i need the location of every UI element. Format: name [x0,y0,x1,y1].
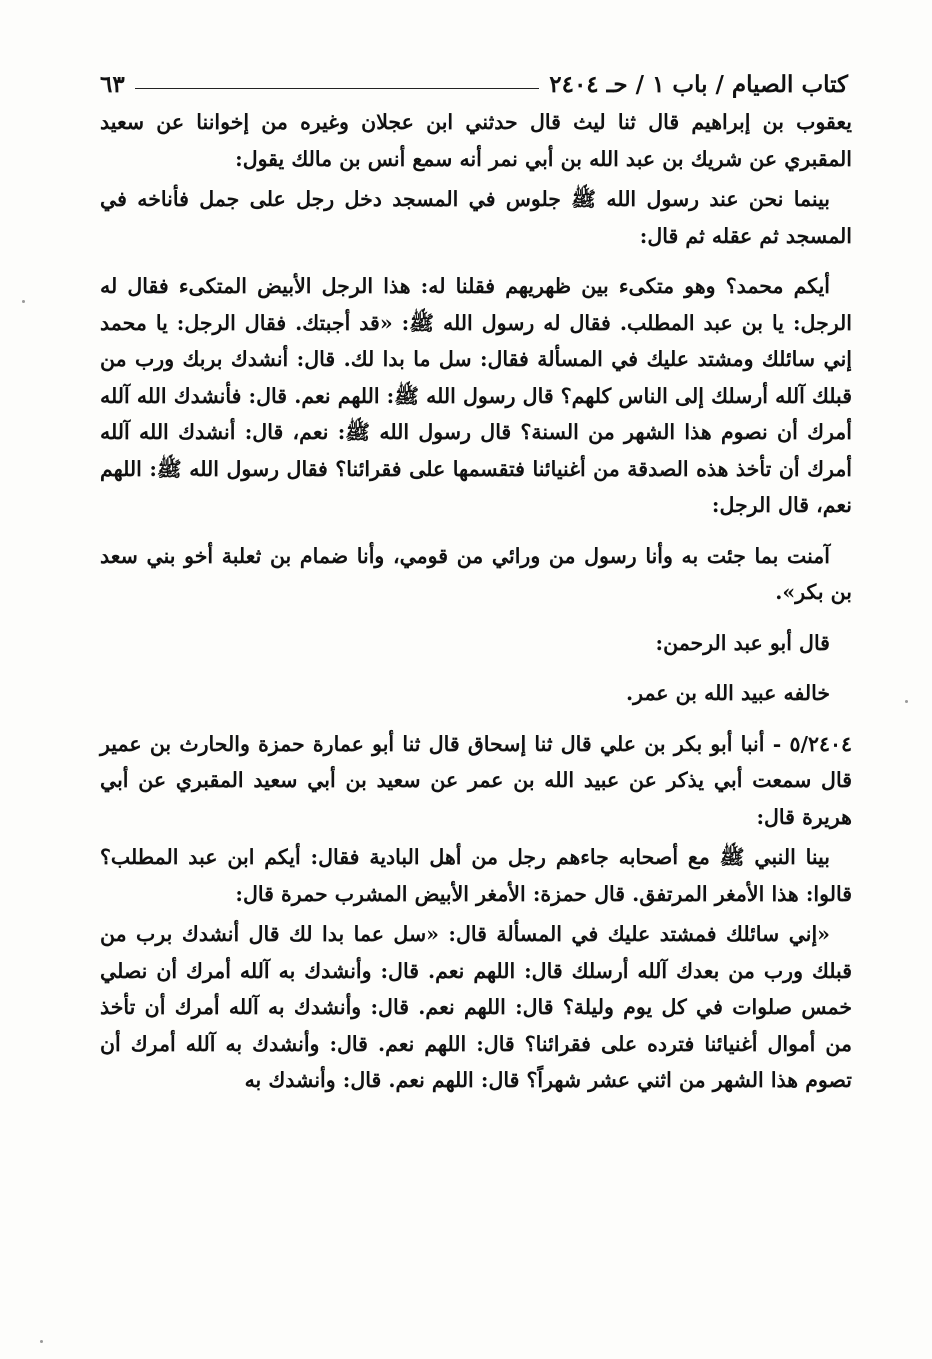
paragraph-narration-2: أيكم محمد؟ وهو متكىء بين ظهريهم فقلنا له: هذا الرجل الأبيض المتكىء فقال له الرجل: يا بن عبد المطلب. فقال له رسول الله ﷺ: «قد أجبتك. فقال الرجل: يا محمد إني سائلك ومشتد عليك في المسألة فقال: سل ما بدا لك. قال: أنشدك بربك ورب من قبلك آلله أرسلك إلى الناس كلهم؟ قال رسول الله ﷺ: اللهم نعم. قال: فأنشدك الله آلله أمرك أن نصوم هذا الشهر من السنة؟ قال رسول الله ﷺ: نعم، قال: أنشدك الله آلله أمرك أن تأخذ هذه الصدقة من أغنيائنا فتقسمها على فقرائنا؟ فقال رسول الله ﷺ: اللهم نعم، قال الرجل: [100,274,852,517]
header-rule [135,88,540,89]
hadith-number: ٥/٢٤٠٤ - [772,731,852,756]
header-title: كتاب الصيام / باب ١ / حـ ٢٤٠٤ [549,71,848,98]
paragraph-isnad-1: يعقوب بن إبراهيم قال ثنا ليث قال حدثني ابن عجلان وغيره من إخواننا عن سعيد المقبري عن شريك بن عبد الله بن أبي نمر أنه سمع أنس بن مالك يقول: [100,110,852,171]
page-body [100,104,852,1103]
page-number: ٦٣ [100,71,125,98]
paragraph-narration-4: بينا النبي ﷺ مع أصحابه جاءهم رجل من أهل البادية فقال: أيكم ابن عبد المطلب؟ قالوا: هذا الأمغر المرتفق. قال حمزة: الأمغر الأبيض المشرب حمرة قال: [100,845,852,906]
scan-speck [905,700,908,703]
paragraph-narration-5: «إني سائلك فمشتد عليك في المسألة قال: «سل عما بدا لك قال أنشدك برب من قبلك ورب من بعدك آلله أرسلك قال: اللهم نعم. قال: وأنشدك به آلله أمرك أن نصلي خمس صلوات في كل يوم وليلة؟ قال: اللهم نعم. قال: وأنشدك به آلله أمرك أن تأخذ من أموال أغنيائنا فترده على فقرائنا؟ قال: اللهم نعم. قال: وأنشدك به آلله أمرك أن تصوم هذا الشهر من اثني عشر شهراً؟ قال: اللهم نعم. قال: وأنشدك به [100,922,852,1092]
scan-speck [22,300,25,303]
paragraph-narration-1: بينما نحن عند رسول الله ﷺ جلوس في المسجد دخل رجل على جمل فأناخه في المسجد ثم عقله ثم قال: [100,187,852,248]
hadith-isnad: أنبا أبو بكر بن علي قال ثنا إسحاق قال ثنا أبو عمارة حمزة والحارث بن عمير قال سمعت أبي يذكر عن عبيد الله بن عمر عن سعيد بن أبي سعيد المقبري عن أبي هريرة قال: [100,731,852,829]
paragraph-commentary-label: قال أبو عبد الرحمن: [655,630,830,655]
paragraph-hadith-5 [100,726,852,836]
scan-speck [40,1340,43,1343]
running-header [100,58,848,98]
paragraph-narration-3: آمنت بما جئت به وأنا رسول من ورائي من قومي، وأنا ضمام بن ثعلبة أخو بني سعد بن بكر». [100,543,852,604]
paragraph-commentary: خالفه عبيد الله بن عمر. [626,681,830,705]
